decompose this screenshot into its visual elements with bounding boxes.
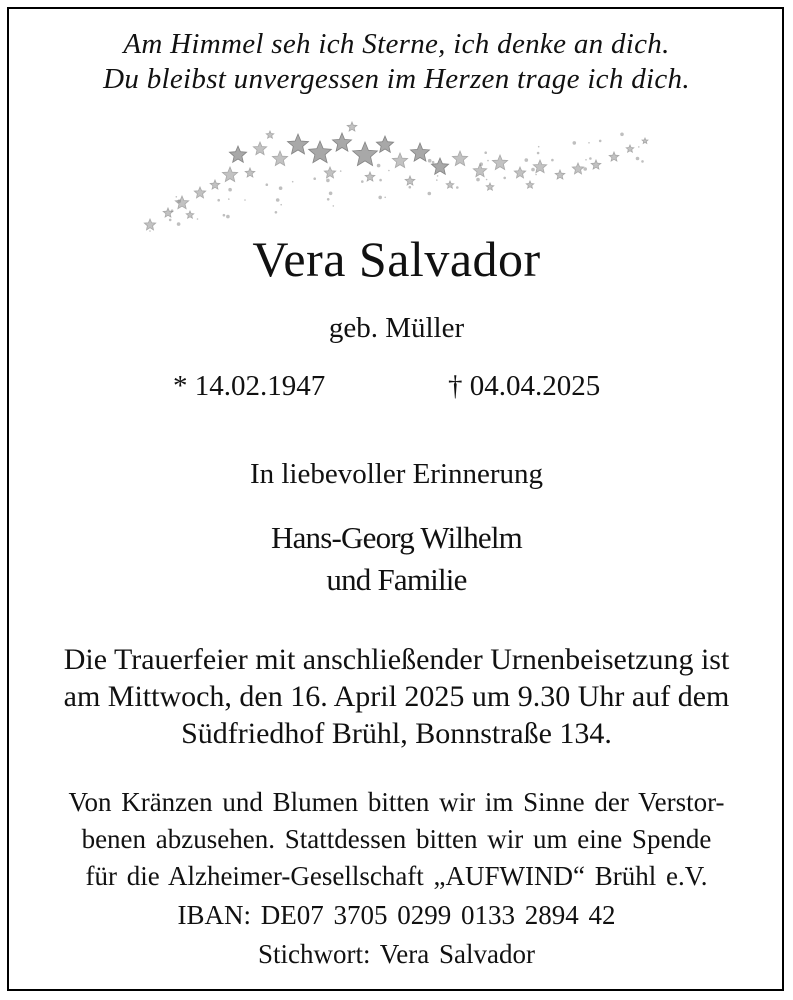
birth-date: * 14.02.1947 bbox=[173, 370, 326, 402]
star-icon bbox=[229, 146, 246, 162]
maiden-name: geb. Müller bbox=[328, 312, 465, 344]
star-icon bbox=[514, 167, 525, 178]
sparkle-dot bbox=[525, 158, 529, 162]
star-icon bbox=[392, 153, 407, 168]
sparkle-dot bbox=[636, 157, 640, 161]
sparkle-dot bbox=[329, 192, 333, 196]
sparkle-dot bbox=[437, 175, 439, 177]
sparkle-dot bbox=[487, 160, 489, 162]
star-icon bbox=[309, 141, 332, 163]
sparkle-dot bbox=[531, 168, 535, 172]
star-icon bbox=[492, 155, 507, 170]
star-icon bbox=[144, 219, 155, 230]
sparkle-dot bbox=[326, 179, 330, 183]
sparkle-dot bbox=[280, 204, 282, 206]
deceased-name: Vera Salvador bbox=[252, 231, 541, 287]
sparkle-dot bbox=[588, 142, 590, 144]
star-icon bbox=[446, 181, 454, 188]
star-icon bbox=[186, 211, 194, 218]
sparkle-dot bbox=[585, 159, 587, 161]
star-icon bbox=[555, 170, 565, 179]
sparkle-dot bbox=[327, 198, 330, 201]
star-icon bbox=[411, 143, 430, 161]
sparkle-dot bbox=[361, 180, 364, 183]
sparkle-dot bbox=[244, 199, 246, 201]
remembrance-phrase: In liebevoller Erinnerung bbox=[249, 458, 544, 490]
donation-line-2: benen abzusehen. Stattdessen bitten wir um eine Spende bbox=[81, 824, 712, 854]
star-icon bbox=[642, 138, 648, 143]
poem-line-2: Du bleibst unvergessen im Herzen trage ich dich. bbox=[103, 63, 690, 95]
sparkle-dot bbox=[428, 192, 432, 196]
star-icon bbox=[452, 151, 467, 166]
star-icon bbox=[473, 164, 486, 177]
service-line-2: am Mittwoch, den 16. April 2025 um 9.30 Uhr auf dem bbox=[63, 680, 730, 713]
star-icon bbox=[526, 181, 534, 188]
sparkle-dot bbox=[176, 196, 178, 198]
star-icon bbox=[405, 176, 415, 185]
star-icon bbox=[347, 122, 357, 131]
sparkle-dot bbox=[535, 174, 537, 176]
sparkle-dot bbox=[223, 214, 226, 217]
donation-iban: IBAN: DE07 3705 0299 0133 2894 42 bbox=[177, 900, 616, 930]
sparkle-dot bbox=[279, 186, 283, 190]
donation-line-1: Von Kränzen und Blumen bitten wir im Sinne der Verstor- bbox=[68, 787, 725, 817]
star-icon bbox=[591, 160, 601, 169]
sparkle-dot bbox=[428, 159, 432, 163]
star-icon bbox=[572, 163, 583, 174]
shooting-stars-icon bbox=[130, 115, 670, 245]
donation-keyword: Stichwort: Vera Salvador bbox=[258, 939, 535, 969]
sparkle-dot bbox=[171, 209, 174, 212]
star-icon bbox=[324, 167, 335, 178]
star-icon bbox=[194, 187, 205, 198]
star-icon bbox=[210, 180, 220, 189]
sparkle-dot bbox=[484, 151, 487, 154]
service-line-1: Die Trauerfeier mit anschließender Urnenbeisetzung ist bbox=[63, 643, 730, 676]
star-icon bbox=[266, 131, 274, 138]
sparkle-dot bbox=[476, 178, 480, 182]
star-icon bbox=[353, 142, 378, 166]
star-icon bbox=[376, 136, 393, 152]
star-icon bbox=[333, 133, 352, 151]
sparkle-dot bbox=[479, 162, 483, 166]
sparkle-dot bbox=[177, 222, 181, 226]
sparkle-dot bbox=[538, 146, 540, 148]
sparkle-dot bbox=[266, 183, 269, 186]
star-icon bbox=[288, 134, 309, 154]
sparkle-dot bbox=[583, 167, 587, 171]
sparkle-dot bbox=[589, 157, 592, 160]
star-icon bbox=[533, 160, 546, 173]
sparkle-dot bbox=[340, 170, 342, 172]
sparkle-dot bbox=[641, 160, 644, 163]
star-icon bbox=[175, 196, 188, 209]
death-date: † 04.04.2025 bbox=[448, 370, 601, 402]
sparkle-dot bbox=[377, 164, 381, 168]
sparkle-dot bbox=[409, 186, 412, 189]
sparkle-dot bbox=[292, 181, 294, 183]
sparkle-dot bbox=[228, 198, 230, 200]
sparkle-dot bbox=[388, 170, 390, 172]
star-icon bbox=[253, 142, 266, 155]
sparkle-dot bbox=[217, 199, 220, 202]
star-icon bbox=[163, 208, 173, 217]
mourner-name: Hans-Georg Wilhelm bbox=[271, 520, 522, 555]
sparkle-dot bbox=[228, 188, 232, 192]
sparkle-dot bbox=[275, 211, 278, 214]
star-icon bbox=[272, 151, 287, 166]
sparkle-dot bbox=[638, 146, 640, 148]
star-icon bbox=[245, 168, 255, 177]
sparkle-dot bbox=[378, 196, 382, 200]
sparkle-dot bbox=[313, 177, 316, 180]
star-icon bbox=[486, 183, 494, 190]
poem-line-1: Am Himmel seh ich Sterne, ich denke an dich. bbox=[123, 28, 670, 60]
star-icon bbox=[222, 167, 237, 182]
service-line-3: Südfriedhof Brühl, Bonnstraße 134. bbox=[181, 717, 612, 750]
sparkle-dot bbox=[537, 152, 540, 155]
star-icon bbox=[365, 172, 375, 181]
mourner-family: und Familie bbox=[326, 562, 467, 597]
sparkle-dot bbox=[620, 133, 624, 137]
sparkle-dot bbox=[276, 198, 280, 202]
sparkle-dot bbox=[599, 140, 602, 143]
sparkle-dot bbox=[169, 219, 172, 222]
star-icon bbox=[609, 152, 619, 161]
sparkle-dot bbox=[432, 161, 435, 164]
sparkle-dot bbox=[436, 179, 438, 181]
sparkle-dot bbox=[226, 215, 230, 219]
sparkle-dot bbox=[177, 199, 181, 203]
sparkle-dot bbox=[384, 197, 386, 199]
star-icon bbox=[626, 145, 634, 152]
sparkle-dot bbox=[573, 141, 577, 145]
sparkle-dot bbox=[333, 205, 335, 207]
star-icon bbox=[431, 158, 448, 174]
sparkle-dot bbox=[456, 186, 459, 189]
sparkle-dot bbox=[197, 218, 199, 220]
sparkle-dot bbox=[551, 159, 554, 162]
sparkle-dot bbox=[379, 179, 382, 182]
sparkle-dot bbox=[503, 177, 506, 180]
sparkle-dot bbox=[486, 179, 488, 181]
donation-line-3: für die Alzheimer-Gesellschaft „AUFWIND“ Brühl e.V. bbox=[85, 861, 708, 891]
